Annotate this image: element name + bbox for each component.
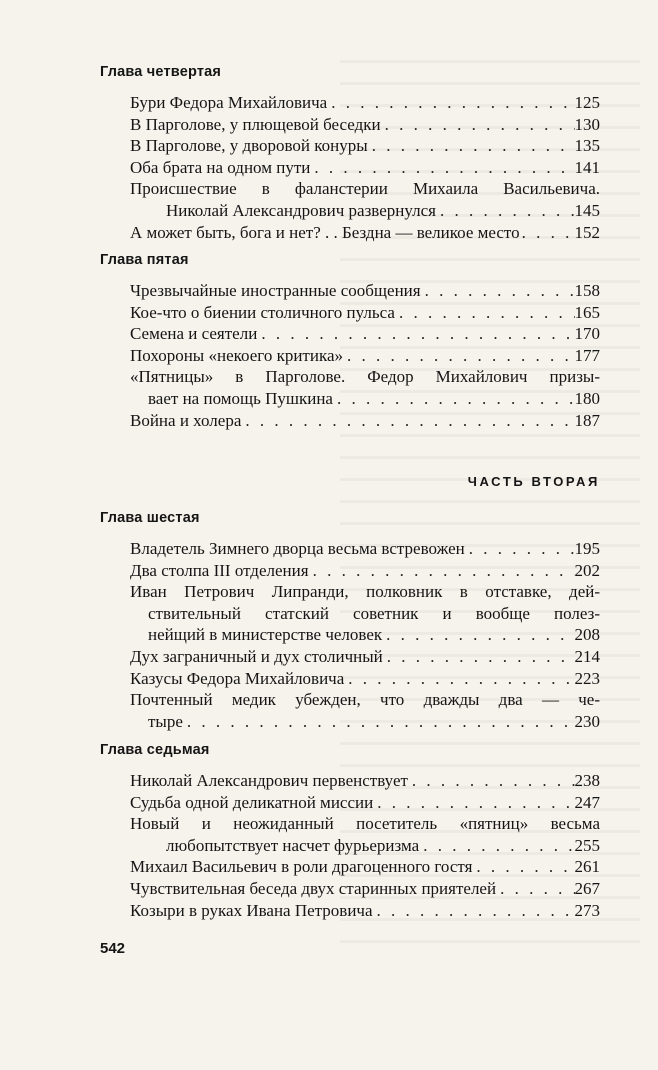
entry-page: 187 bbox=[574, 410, 600, 430]
entry-title: Чувствительная беседа двух старинных приятелей bbox=[130, 878, 497, 898]
chapter-five-section bbox=[100, 248, 600, 456]
leader-dots bbox=[257, 323, 574, 345]
toc-entry bbox=[130, 900, 600, 922]
leader-dots bbox=[421, 280, 575, 302]
toc-entry bbox=[130, 345, 600, 367]
entry-continuation bbox=[130, 835, 600, 857]
leader-dots bbox=[309, 560, 575, 582]
chapter-entries bbox=[130, 280, 600, 431]
entry-title: В Парголове, у дворовой конуры bbox=[130, 136, 368, 156]
chapter-entries bbox=[130, 770, 600, 921]
entry-page: 135 bbox=[574, 136, 600, 156]
chapter-heading: Глава шестая bbox=[100, 510, 200, 526]
entry-page: 208 bbox=[574, 625, 600, 645]
toc-entry bbox=[130, 323, 600, 345]
toc-entry bbox=[130, 366, 600, 409]
entry-title: Казусы Федора Михайловича bbox=[130, 668, 345, 688]
entry-title: Михаил Васильевич в роли драгоценного гостя bbox=[130, 857, 473, 877]
leader-dots bbox=[333, 388, 575, 410]
entry-page: 165 bbox=[574, 302, 600, 322]
leader-dots bbox=[343, 345, 575, 367]
entry-page: 180 bbox=[574, 388, 600, 408]
chapter-heading: Глава пятая bbox=[100, 252, 189, 268]
chapter-entries bbox=[130, 92, 600, 243]
chapter-four-section bbox=[100, 60, 600, 248]
entry-title: Владетель Зимнего дворца весьма встревожен bbox=[130, 539, 465, 558]
part-title: ЧАСТЬ ВТОРАЯ bbox=[467, 474, 600, 489]
leader-dots bbox=[368, 135, 575, 157]
toc-entry bbox=[130, 114, 600, 136]
toc-entry bbox=[130, 222, 600, 244]
leader-dots bbox=[465, 538, 575, 560]
entry-page: 141 bbox=[574, 157, 600, 177]
page-number: 542 bbox=[100, 940, 126, 957]
leader-dots bbox=[395, 302, 575, 324]
leader-dots bbox=[327, 92, 574, 114]
entry-page: 223 bbox=[574, 668, 600, 688]
entry-title: Кое-что о биении столичного пульса bbox=[130, 302, 395, 322]
entry-page: 152 bbox=[574, 222, 600, 242]
entry-continuation bbox=[130, 200, 600, 222]
leader-dots bbox=[472, 856, 574, 878]
toc-entry bbox=[130, 92, 600, 114]
entry-title: «Пятницы» в Парголове. Федор Михайлович призы- bbox=[130, 367, 600, 387]
entry-title-continued: тыре bbox=[148, 711, 183, 731]
chapter-heading: Глава седьмая bbox=[100, 742, 210, 758]
entry-title: Похороны «некоего критика» bbox=[130, 345, 343, 365]
entry-page: 125 bbox=[574, 93, 600, 112]
leader-dots bbox=[383, 646, 575, 668]
entry-page: 255 bbox=[574, 835, 600, 855]
leader-dots bbox=[373, 792, 574, 814]
entry-page: 202 bbox=[574, 560, 600, 580]
leader-dots bbox=[408, 770, 575, 792]
entry-page: 145 bbox=[574, 200, 600, 220]
leader-dots bbox=[436, 200, 575, 222]
toc-entry bbox=[130, 410, 600, 432]
toc-entry bbox=[130, 560, 600, 582]
toc-entry bbox=[130, 302, 600, 324]
table-of-contents bbox=[100, 60, 600, 921]
entry-title: А может быть, бога и нет? . . Бездна — великое место bbox=[130, 222, 520, 242]
toc-entry bbox=[130, 856, 600, 878]
entry-continuation bbox=[130, 388, 600, 410]
chapter-heading: Глава четвертая bbox=[100, 64, 222, 80]
toc-entry bbox=[130, 813, 600, 856]
leader-dots bbox=[419, 835, 574, 857]
entry-continuation bbox=[130, 624, 600, 646]
entry-page: 130 bbox=[574, 114, 600, 134]
leader-dots bbox=[344, 668, 574, 690]
leader-dots bbox=[520, 222, 575, 244]
entry-title: Почтенный медик убежден, что дважды два — че- bbox=[130, 690, 600, 710]
toc-entry bbox=[130, 668, 600, 690]
toc-entry bbox=[130, 581, 600, 646]
entry-title: Козыри в руках Ивана Петровича bbox=[130, 900, 373, 920]
entry-page: 195 bbox=[574, 539, 600, 558]
entry-title: Дух заграничный и дух столичный bbox=[130, 646, 383, 666]
leader-dots bbox=[241, 410, 574, 432]
entry-title: Новый и неожиданный посетитель «пятниц» весьма bbox=[130, 814, 600, 834]
entry-page: 267 bbox=[574, 878, 600, 898]
entry-title-continued: Николай Александрович развернулся bbox=[166, 200, 436, 220]
entry-page: 273 bbox=[574, 900, 600, 920]
entry-title: В Парголове, у плющевой беседки bbox=[130, 114, 381, 134]
entry-title: Чрезвычайные иностранные сообщения bbox=[130, 281, 421, 300]
entry-title: Война и холера bbox=[130, 410, 242, 430]
entry-title: Судьба одной деликатной миссии bbox=[130, 792, 374, 812]
toc-entry bbox=[130, 878, 600, 900]
entry-title: Иван Петрович Липранди, полковник в отставке, дей- bbox=[130, 582, 600, 602]
entry-page: 238 bbox=[574, 771, 600, 790]
entry-continuation bbox=[130, 711, 600, 733]
entry-page: 230 bbox=[574, 711, 600, 731]
toc-entry bbox=[130, 770, 600, 792]
entry-title: Происшествие в фаланстерии Михаила Васильевича. bbox=[130, 179, 600, 199]
chapter-six-section bbox=[100, 506, 600, 732]
toc-entry bbox=[130, 157, 600, 179]
entry-title: Два столпа III отделения bbox=[130, 560, 309, 580]
entry-page: 261 bbox=[574, 857, 600, 877]
entry-page: 170 bbox=[574, 324, 600, 344]
entry-title-continued: ствительный статский советник и вообще полез- bbox=[148, 603, 600, 623]
entry-title: Оба брата на одном пути bbox=[130, 157, 311, 177]
toc-entry bbox=[130, 178, 600, 221]
entry-title-continued: вает на помощь Пушкина bbox=[148, 388, 333, 408]
leader-dots bbox=[373, 900, 575, 922]
leader-dots bbox=[183, 711, 575, 733]
entry-page: 177 bbox=[574, 345, 600, 365]
entry-page: 247 bbox=[574, 792, 600, 812]
entry-page: 214 bbox=[574, 646, 600, 666]
entry-title-continued: нейщий в министерстве человек bbox=[148, 625, 383, 645]
entry-title-continued: любопытствует насчет фурьеризма bbox=[166, 835, 420, 855]
entry-page: 158 bbox=[574, 281, 600, 300]
leader-dots bbox=[382, 624, 574, 646]
leader-dots bbox=[496, 878, 574, 900]
toc-entry bbox=[130, 538, 600, 560]
entry-title: Николай Александрович первенствует bbox=[130, 771, 408, 790]
toc-entry bbox=[130, 689, 600, 732]
toc-entry bbox=[130, 792, 600, 814]
chapter-entries bbox=[130, 538, 600, 732]
toc-entry bbox=[130, 280, 600, 302]
entry-title: Бури Федора Михайловича bbox=[130, 93, 328, 112]
toc-entry bbox=[130, 135, 600, 157]
toc-entry bbox=[130, 646, 600, 668]
chapter-seven-section bbox=[100, 738, 600, 921]
leader-dots bbox=[381, 114, 575, 136]
leader-dots bbox=[310, 157, 574, 179]
entry-title: Семена и сеятели bbox=[130, 324, 258, 344]
